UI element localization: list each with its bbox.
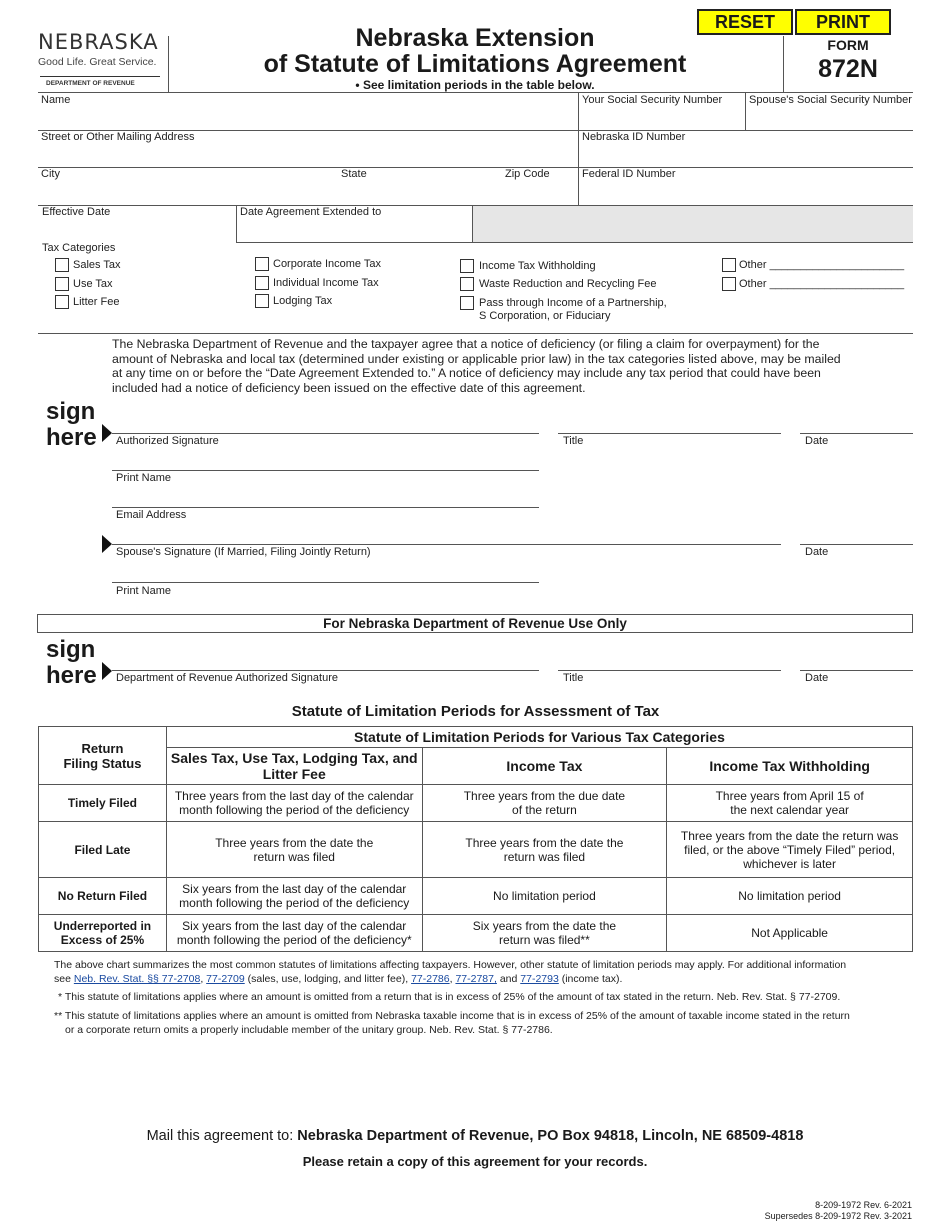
logo-wordmark: NEBRASKA bbox=[38, 30, 159, 54]
mid-text: (sales, use, lodging, and litter fee), bbox=[244, 973, 412, 985]
spouse-signature-input[interactable] bbox=[112, 521, 781, 543]
agreement-text: The Nebraska Department of Revenue and the taxpayer agree that a notice of deficiency (or filing a claim for overpayment) for the amount of Nebraska and local tax (determined under existing or applicable prior law) in the tax categories listed above, may be mailed at any time on or before the “Date Agreement Extended to.” A notice of deficiency may include any tax period that could have been included had a notice of deficiency been issued on the effective date of this agreement. bbox=[112, 337, 841, 395]
footnote-2b: or a corporate return omits a properly includable member of the unitary group. Neb. Rev. Stat. § 77-2786. bbox=[65, 1024, 553, 1036]
effective-date-label: Effective Date bbox=[42, 206, 111, 218]
sign-here-label-2 bbox=[46, 637, 97, 689]
form-subtitle: • See limitation periods in the table below. bbox=[355, 78, 595, 92]
link-77-2793[interactable]: 77-2793 bbox=[520, 973, 559, 985]
table-row bbox=[39, 822, 913, 878]
group-header: Statute of Limitation Periods for Various Tax Categories bbox=[166, 727, 912, 748]
sales-tax-checkbox[interactable] bbox=[55, 258, 69, 272]
dept-signature-input[interactable] bbox=[112, 647, 539, 669]
zip-label: Zip Code bbox=[505, 168, 550, 180]
waste-checkbox[interactable] bbox=[460, 277, 474, 291]
sign-arrow-icon bbox=[102, 424, 112, 442]
col-return-status bbox=[39, 727, 167, 785]
col-return-line2: Filing Status bbox=[63, 755, 142, 771]
litter-fee-label: Litter Fee bbox=[73, 296, 120, 308]
name-input[interactable] bbox=[40, 108, 574, 128]
spouse-date-input[interactable] bbox=[800, 521, 913, 543]
sales-tax-label: Sales Tax bbox=[73, 259, 121, 271]
ssn-input[interactable] bbox=[581, 108, 741, 128]
mail-prefix: Mail this agreement to: bbox=[146, 1128, 298, 1144]
federal-id-input[interactable] bbox=[581, 182, 911, 202]
dept-date-label: Date bbox=[805, 672, 829, 684]
litter-fee-checkbox[interactable] bbox=[55, 295, 69, 309]
date-extended-input[interactable] bbox=[239, 220, 469, 240]
col-income: Income Tax bbox=[422, 748, 667, 785]
footnote-2a: ** This statute of limitations applies where an amount is omitted from Nebraska taxable income that is in excess of 25% of the amount of taxable income stated in the return bbox=[54, 1010, 850, 1022]
spouse-ssn-label: Spouse's Social Security Number bbox=[749, 94, 912, 106]
row-income: Three years from the due date of the return bbox=[422, 785, 667, 822]
revision-note: 8-209-1972 Rev. 6-2021 bbox=[815, 1200, 912, 1210]
name-label: Name bbox=[41, 94, 71, 106]
effective-date-input[interactable] bbox=[40, 220, 232, 240]
dept-title-label: Title bbox=[563, 672, 584, 684]
row-sales: Three years from the last day of the calendar month following the period of the deficiency bbox=[166, 785, 422, 822]
comma-1: , bbox=[200, 973, 207, 985]
passthrough-checkbox[interactable] bbox=[460, 296, 474, 310]
withholding-label: Income Tax Withholding bbox=[479, 260, 596, 272]
date-extended-label: Date Agreement Extended to bbox=[240, 206, 382, 218]
row-sales: Six years from the last day of the calendar month following the period of the deficiency* bbox=[166, 915, 422, 952]
state-input[interactable] bbox=[340, 182, 490, 202]
row-income: Six years from the date the return was filed** bbox=[422, 915, 667, 952]
street-label: Street or Other Mailing Address bbox=[41, 131, 195, 143]
other-2-checkbox[interactable] bbox=[722, 277, 736, 291]
sign-here-label-1 bbox=[46, 399, 97, 451]
print-name-label: Print Name bbox=[116, 472, 172, 484]
form-title-line2: of Statute of Limitations Agreement bbox=[263, 50, 687, 78]
title-input[interactable] bbox=[558, 410, 781, 432]
title-label: Title bbox=[563, 435, 584, 447]
ne-id-label: Nebraska ID Number bbox=[582, 131, 686, 143]
logo-dept: DEPARTMENT OF REVENUE bbox=[46, 80, 135, 87]
ne-id-input[interactable] bbox=[581, 145, 911, 165]
passthrough-label-1: Pass through Income of a Partnership, bbox=[479, 297, 667, 309]
ssn-label: Your Social Security Number bbox=[582, 94, 723, 106]
end-text: (income tax). bbox=[558, 973, 623, 985]
row-withholding: Three years from April 15 of the next calendar year bbox=[667, 785, 913, 822]
form-label: FORM bbox=[827, 37, 869, 53]
use-tax-checkbox[interactable] bbox=[55, 277, 69, 291]
supersedes-note: Supersedes 8-209-1972 Rev. 3-2021 bbox=[764, 1211, 912, 1221]
sign-word-2: sign bbox=[46, 636, 96, 663]
row-status: Filed Late bbox=[39, 822, 167, 878]
lodging-checkbox[interactable] bbox=[255, 294, 269, 308]
passthrough-label-2: S Corporation, or Fiduciary bbox=[479, 310, 611, 322]
table-row bbox=[39, 785, 913, 822]
table-row bbox=[39, 878, 913, 915]
shaded-area bbox=[473, 206, 913, 242]
city-input[interactable] bbox=[40, 182, 330, 202]
date-label: Date bbox=[805, 435, 829, 447]
individual-checkbox[interactable] bbox=[255, 276, 269, 290]
row-income: No limitation period bbox=[422, 878, 667, 915]
other-2-label[interactable]: Other ______________________ bbox=[739, 278, 905, 290]
withholding-checkbox[interactable] bbox=[460, 259, 474, 273]
col-withholding: Income Tax Withholding bbox=[667, 748, 913, 785]
footnote-1: * This statute of limitations applies where an amount is omitted from a return that is in excess of 25% of the amount of tax stated in the return. Neb. Rev. Stat. § 77-2709. bbox=[58, 991, 841, 1003]
email-input[interactable] bbox=[112, 484, 539, 506]
print-button[interactable]: PRINT bbox=[795, 9, 891, 35]
use-tax-label: Use Tax bbox=[73, 278, 113, 290]
lodging-label: Lodging Tax bbox=[273, 295, 333, 307]
row-status: Timely Filed bbox=[39, 785, 167, 822]
city-label: City bbox=[41, 168, 60, 180]
col-return-line1: Return bbox=[81, 740, 124, 756]
other-1-label[interactable]: Other ______________________ bbox=[739, 259, 905, 271]
table-row bbox=[39, 915, 913, 952]
zip-input[interactable] bbox=[504, 182, 574, 202]
row-sales: Three years from the date the return was filed bbox=[166, 822, 422, 878]
and-text: and bbox=[496, 973, 521, 985]
row-income: Three years from the date the return was filed bbox=[422, 822, 667, 878]
print-name-input[interactable] bbox=[112, 447, 539, 469]
date-input[interactable] bbox=[800, 410, 913, 432]
mail-address: Nebraska Department of Revenue, PO Box 94818, Lincoln, NE 68509-4818 bbox=[297, 1128, 804, 1144]
email-label: Email Address bbox=[116, 509, 187, 521]
waste-label: Waste Reduction and Recycling Fee bbox=[479, 278, 657, 290]
link-77-2787[interactable]: 77-2787, bbox=[455, 973, 497, 985]
dept-use-heading: For Nebraska Department of Revenue Use Only bbox=[37, 614, 913, 633]
form-title-line1: Nebraska Extension bbox=[355, 24, 595, 52]
tax-categories-label: Tax Categories bbox=[42, 242, 116, 254]
footnote-summary bbox=[54, 958, 904, 986]
spouse-signature-label: Spouse's Signature (If Married, Filing Jointly Return) bbox=[116, 546, 371, 558]
dept-date-input[interactable] bbox=[800, 647, 913, 669]
row-withholding: Three years from the date the return was filed, or the above “Timely Filed” period, whichever is later bbox=[667, 822, 913, 878]
row-status: Underreported in Excess of 25% bbox=[39, 915, 167, 952]
corporate-label: Corporate Income Tax bbox=[273, 258, 382, 270]
print-name-2-label: Print Name bbox=[116, 585, 172, 597]
federal-id-label: Federal ID Number bbox=[582, 168, 676, 180]
comma-2: , bbox=[449, 973, 456, 985]
authorized-signature-input[interactable] bbox=[112, 410, 539, 432]
here-word: here bbox=[46, 424, 97, 451]
row-status: No Return Filed bbox=[39, 878, 167, 915]
retain-note: Please retain a copy of this agreement for your records. bbox=[302, 1154, 648, 1169]
here-word-2: here bbox=[46, 662, 97, 689]
col-sales: Sales Tax, Use Tax, Lodging Tax, and Litter Fee bbox=[166, 748, 422, 785]
form-number: 872N bbox=[818, 55, 878, 83]
summary-text: The above chart summarizes the most common statutes of limitations affecting taxpayers. However, other statute of limitation periods may apply. For additional information bbox=[54, 959, 847, 971]
state-label: State bbox=[341, 168, 367, 180]
row-sales: Six years from the last day of the calendar month following the period of the deficiency bbox=[166, 878, 422, 915]
dept-signature-label: Department of Revenue Authorized Signature bbox=[116, 672, 338, 684]
spouse-date-label: Date bbox=[805, 546, 829, 558]
table-title: Statute of Limitation Periods for Assessment of Tax bbox=[291, 703, 660, 720]
logo-tagline: Good Life. Great Service. bbox=[38, 56, 157, 68]
individual-label: Individual Income Tax bbox=[273, 277, 379, 289]
limitations-table bbox=[38, 726, 913, 952]
corporate-checkbox[interactable] bbox=[255, 257, 269, 271]
street-input[interactable] bbox=[40, 145, 574, 165]
authorized-signature-label: Authorized Signature bbox=[116, 435, 219, 447]
link-77-2708[interactable]: Neb. Rev. Stat. §§ 77-2708 bbox=[73, 973, 201, 985]
ne-logo bbox=[38, 30, 168, 92]
link-77-2709[interactable]: 77-2709 bbox=[206, 973, 245, 985]
row-withholding: Not Applicable bbox=[667, 915, 913, 952]
link-77-2786[interactable]: 77-2786 bbox=[411, 973, 450, 985]
see-text: see bbox=[54, 973, 74, 985]
spouse-arrow-icon bbox=[102, 535, 112, 553]
sign-word: sign bbox=[46, 398, 96, 425]
reset-button[interactable]: RESET bbox=[697, 9, 793, 35]
spouse-ssn-input[interactable] bbox=[748, 108, 911, 128]
dept-arrow-icon bbox=[102, 662, 112, 680]
other-1-checkbox[interactable] bbox=[722, 258, 736, 272]
dept-title-input[interactable] bbox=[558, 647, 781, 669]
mail-line bbox=[0, 1128, 950, 1144]
print-name-2-input[interactable] bbox=[112, 559, 539, 581]
row-withholding: No limitation period bbox=[667, 878, 913, 915]
